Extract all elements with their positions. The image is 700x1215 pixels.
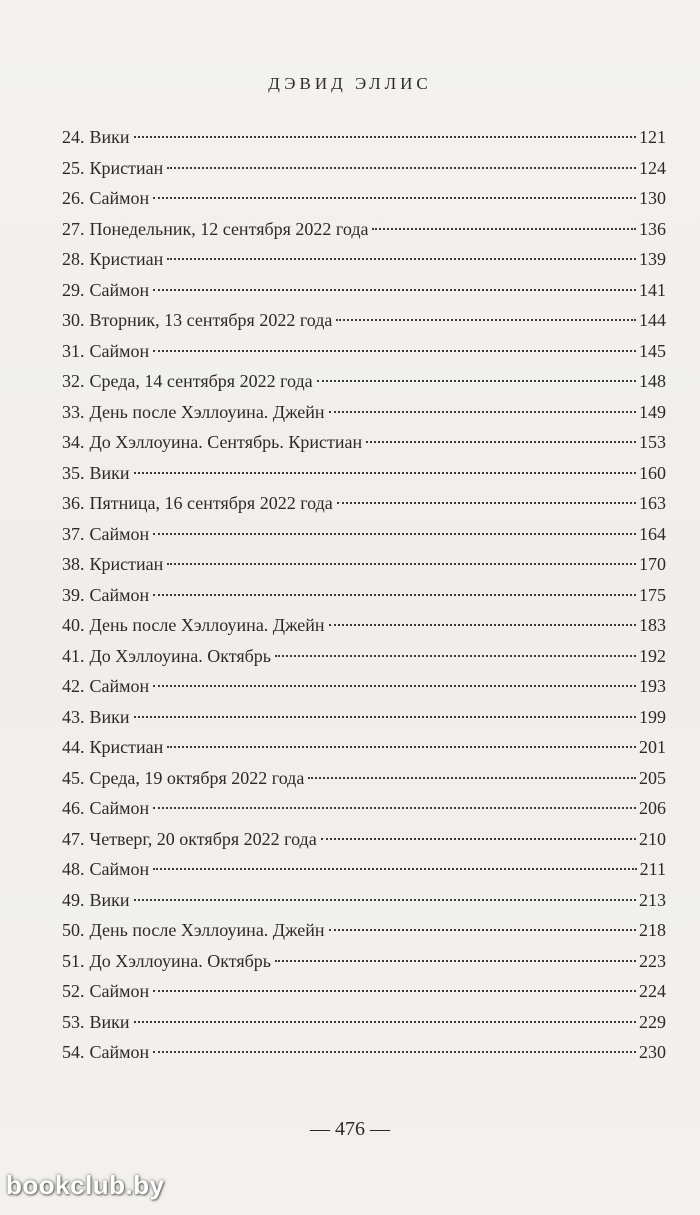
dot-leader	[321, 838, 636, 840]
toc-entry	[62, 549, 666, 580]
toc-entry-page: 170	[639, 554, 666, 574]
toc-entry-title: Четверг, 20 октября 2022 года	[89, 828, 317, 849]
toc-entry-title: Саймон	[89, 340, 150, 361]
toc-entry-title: Саймон	[89, 279, 150, 300]
toc-entry-number: 48.	[62, 859, 85, 879]
toc-entry-page: 218	[639, 920, 666, 940]
toc-entry-number: 33.	[62, 401, 85, 422]
toc-entry-page: 153	[639, 432, 666, 452]
dot-leader	[337, 502, 636, 504]
toc-entry-page: 130	[639, 188, 666, 208]
dot-leader	[167, 563, 636, 565]
toc-entry-title: Вторник, 13 сентября 2022 года	[89, 310, 333, 330]
toc-entry-page: 224	[639, 981, 666, 1001]
toc-entry-number: 51.	[62, 950, 85, 971]
toc-entry-number: 41.	[62, 645, 85, 666]
dot-leader	[153, 197, 636, 199]
toc-entry-page: 175	[639, 584, 666, 605]
dot-leader	[134, 136, 636, 138]
dot-leader	[153, 685, 636, 687]
toc-entry-number: 30.	[62, 310, 85, 330]
toc-entry-number: 44.	[62, 737, 85, 757]
toc-entry-number: 54.	[62, 1042, 85, 1062]
toc-entry-number: 53.	[62, 1011, 85, 1032]
toc-entry	[62, 793, 666, 824]
toc-entry-number: 46.	[62, 798, 85, 818]
dot-leader	[134, 472, 636, 474]
toc-entry-title: Саймон	[89, 981, 150, 1001]
dot-leader	[153, 990, 636, 992]
dot-leader	[134, 899, 636, 901]
toc-entry-title: Кристиан	[89, 737, 164, 757]
toc-entry-title: До Хэллоуина. Сентябрь. Кристиан	[89, 432, 363, 452]
toc-entry-title: Среда, 19 октября 2022 года	[89, 767, 305, 788]
toc-entry-number: 28.	[62, 249, 85, 269]
toc-entry-page: 230	[639, 1042, 666, 1062]
toc-entry-title: Кристиан	[89, 249, 164, 269]
toc-entry-title: Среда, 14 сентября 2022 года	[89, 371, 313, 391]
toc-entry-number: 47.	[62, 828, 85, 849]
toc-entry-title: День после Хэллоуина. Джейн	[89, 401, 325, 422]
toc-entry-page: 141	[639, 279, 666, 300]
toc-entry	[62, 244, 666, 275]
toc-entry-page: 139	[639, 249, 666, 269]
toc-entry-number: 50.	[62, 920, 85, 940]
watermark: bookclub.by	[6, 1170, 165, 1200]
toc-entry-title: Вики	[89, 889, 130, 910]
toc-entry	[62, 885, 666, 916]
toc-entry-page: 211	[639, 859, 666, 879]
toc-entry	[62, 214, 666, 245]
toc-entry-number: 32.	[62, 371, 85, 391]
toc-entry	[62, 519, 666, 550]
toc-entry	[62, 122, 666, 153]
toc-entry-title: Саймон	[89, 676, 150, 696]
page-number: — 476 —	[310, 1118, 390, 1140]
running-title: ДЭВИД ЭЛЛИС	[268, 74, 432, 93]
toc-entry-title: Саймон	[89, 188, 150, 208]
dot-leader	[167, 167, 636, 169]
dot-leader	[153, 868, 637, 870]
toc-entry-number: 25.	[62, 157, 85, 178]
toc-entry	[62, 671, 666, 702]
dot-leader	[366, 441, 636, 443]
toc-entry	[62, 854, 666, 885]
toc-entry-page: 193	[639, 676, 666, 696]
toc-entry-title: День после Хэллоуина. Джейн	[89, 615, 325, 635]
toc-entry-number: 27.	[62, 218, 85, 239]
toc-entry	[62, 763, 666, 794]
toc-entry-number: 26.	[62, 188, 85, 208]
toc-entry	[62, 488, 666, 519]
toc-entry	[62, 366, 666, 397]
toc-entry-page: 183	[639, 615, 666, 635]
toc-entry-title: Вики	[89, 127, 130, 147]
toc-entry-number: 38.	[62, 554, 85, 574]
toc-entry	[62, 702, 666, 733]
toc-entry-page: 206	[639, 798, 666, 818]
toc-entry-number: 49.	[62, 889, 85, 910]
toc-entry-number: 37.	[62, 523, 85, 544]
dot-leader	[329, 929, 636, 931]
dot-leader	[153, 289, 636, 291]
toc-entry-number: 43.	[62, 706, 85, 727]
toc-entry-page: 213	[639, 889, 666, 910]
toc-entry-number: 31.	[62, 340, 85, 361]
toc-entry	[62, 824, 666, 855]
dot-leader	[167, 746, 636, 748]
dot-leader	[153, 350, 636, 352]
toc-entry-page: 192	[639, 645, 666, 666]
toc-entry	[62, 275, 666, 306]
toc-entry	[62, 610, 666, 641]
toc-entry-page: 199	[639, 706, 666, 727]
table-of-contents	[62, 122, 666, 1068]
toc-entry-title: Саймон	[89, 798, 150, 818]
toc-entry-number: 35.	[62, 462, 85, 483]
toc-entry-title: Саймон	[89, 523, 150, 544]
toc-entry	[62, 397, 666, 428]
dot-leader	[153, 1051, 636, 1053]
dot-leader	[167, 258, 636, 260]
toc-entry-page: 223	[639, 950, 666, 971]
toc-entry-title: Саймон	[89, 1042, 150, 1062]
toc-entry-page: 210	[639, 828, 666, 849]
toc-entry-page: 160	[639, 462, 666, 483]
toc-entry-title: До Хэллоуина. Октябрь	[89, 645, 271, 666]
toc-entry-number: 42.	[62, 676, 85, 696]
toc-entry-title: Вики	[89, 1011, 130, 1032]
toc-entry-number: 39.	[62, 584, 85, 605]
dot-leader	[329, 411, 636, 413]
toc-entry	[62, 946, 666, 977]
toc-entry	[62, 976, 666, 1007]
toc-entry-title: Саймон	[89, 584, 150, 605]
toc-entry	[62, 1007, 666, 1038]
toc-entry-title: Саймон	[89, 859, 150, 879]
toc-entry-title: Кристиан	[89, 157, 164, 178]
toc-entry-page: 229	[639, 1011, 666, 1032]
toc-entry	[62, 732, 666, 763]
toc-entry-number: 40.	[62, 615, 85, 635]
toc-entry	[62, 641, 666, 672]
toc-entry-number: 24.	[62, 127, 85, 147]
toc-entry-page: 124	[639, 157, 666, 178]
toc-entry-page: 145	[639, 340, 666, 361]
toc-entry	[62, 1037, 666, 1068]
dot-leader	[275, 655, 636, 657]
dot-leader	[153, 533, 636, 535]
toc-entry-number: 36.	[62, 493, 85, 513]
dot-leader	[317, 380, 636, 382]
toc-entry-number: 34.	[62, 432, 85, 452]
toc-entry	[62, 915, 666, 946]
toc-entry-number: 45.	[62, 767, 85, 788]
toc-entry-page: 144	[639, 310, 666, 330]
toc-entry-title: Пятница, 16 сентября 2022 года	[89, 493, 333, 513]
dot-leader	[372, 228, 636, 230]
dot-leader	[275, 960, 636, 962]
dot-leader	[308, 777, 636, 779]
dot-leader	[336, 319, 636, 321]
toc-entry-page: 205	[639, 767, 666, 788]
toc-entry-title: Вики	[89, 706, 130, 727]
toc-entry-title: Кристиан	[89, 554, 164, 574]
dot-leader	[329, 624, 636, 626]
toc-entry	[62, 153, 666, 184]
toc-entry	[62, 427, 666, 458]
toc-entry-page: 201	[639, 737, 666, 757]
toc-entry-page: 121	[639, 127, 666, 147]
toc-entry-page: 163	[639, 493, 666, 513]
toc-entry-page: 148	[639, 371, 666, 391]
toc-entry-title: Вики	[89, 462, 130, 483]
toc-entry-number: 52.	[62, 981, 85, 1001]
toc-entry-number: 29.	[62, 279, 85, 300]
toc-entry	[62, 580, 666, 611]
dot-leader	[153, 594, 636, 596]
toc-entry-title: День после Хэллоуина. Джейн	[89, 920, 325, 940]
toc-entry-page: 164	[639, 523, 666, 544]
toc-entry-title: До Хэллоуина. Октябрь	[89, 950, 271, 971]
dot-leader	[134, 1021, 636, 1023]
dot-leader	[153, 807, 636, 809]
toc-entry	[62, 458, 666, 489]
toc-entry-title: Понедельник, 12 сентября 2022 года	[89, 218, 369, 239]
toc-entry	[62, 183, 666, 214]
toc-entry-page: 136	[639, 218, 666, 239]
toc-entry-page: 149	[639, 401, 666, 422]
toc-entry	[62, 336, 666, 367]
toc-entry	[62, 305, 666, 336]
dot-leader	[134, 716, 636, 718]
